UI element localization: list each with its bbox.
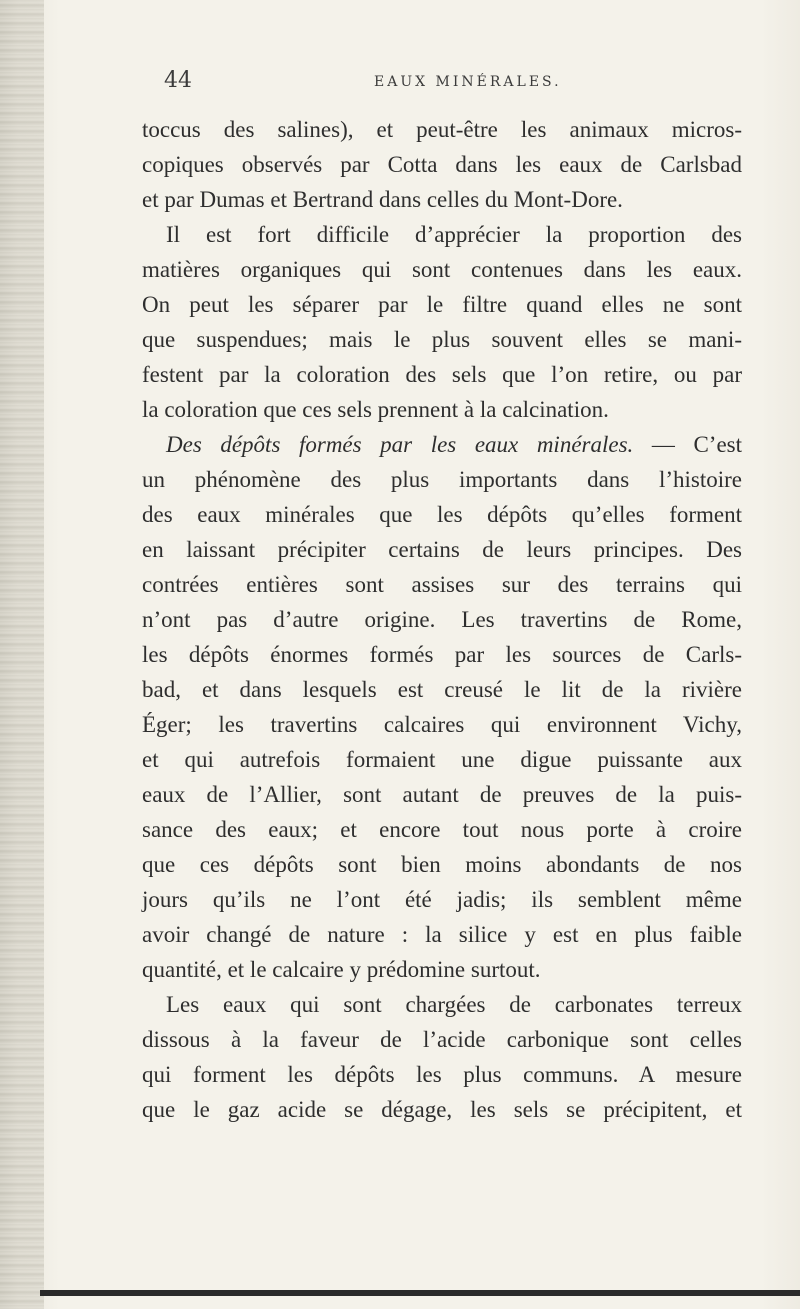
text-line: un phénomène des plus importants dans l’histoire <box>142 467 742 492</box>
text-line: festent par la coloration des sels que l’on retire, ou par <box>142 362 742 387</box>
section-heading-line <box>142 427 742 462</box>
page-number: 44 <box>164 68 192 93</box>
text-line: copiques observés par Cotta dans les eaux de Carlsbad <box>142 152 742 177</box>
section-heading-continuation: — C’est <box>633 432 742 457</box>
text-line: jours qu’ils ne l’ont été jadis; ils semblent même <box>142 887 742 912</box>
text-line: contrées entières sont assises sur des terrains qui <box>142 572 742 597</box>
text-line: bad, et dans lesquels est creusé le lit de la rivière <box>142 677 742 702</box>
text-line: eaux de l’Allier, sont autant de preuves de la puis- <box>142 782 742 807</box>
text-line: et par Dumas et Bertrand dans celles du Mont-Dore. <box>142 187 623 212</box>
text-line: Les eaux qui sont chargées de carbonates terreux <box>166 992 742 1017</box>
text-line: des eaux minérales que les dépôts qu’elles forment <box>142 502 742 527</box>
text-line: toccus des salines), et peut-être les animaux micros- <box>142 117 742 142</box>
text-line: les dépôts énormes formés par les sources de Carls- <box>142 642 742 667</box>
text-line: que suspendues; mais le plus souvent elles se mani- <box>142 327 742 352</box>
page-header <box>164 68 744 98</box>
text-line: en laissant précipiter certains de leurs principes. Des <box>142 537 742 562</box>
text-line: que le gaz acide se dégage, les sels se précipitent, et <box>142 1097 742 1122</box>
text-line: qui forment les dépôts les plus communs. A mesure <box>142 1062 742 1087</box>
section-heading: Des dépôts formés par les eaux minérales. <box>166 432 634 457</box>
text-line: dissous à la faveur de l’acide carbonique sont celles <box>142 1027 742 1052</box>
running-head: EAUX MINÉRALES. <box>374 74 562 90</box>
text-line: que ces dépôts sont bien moins abondants de nos <box>142 852 742 877</box>
text-line: et qui autrefois formaient une digue puissante aux <box>142 747 742 772</box>
body-text <box>142 112 742 1127</box>
text-line: n’ont pas d’autre origine. Les travertins de Rome, <box>142 607 742 632</box>
text-line: Il est fort difficile d’apprécier la proportion des <box>166 222 742 247</box>
text-line: avoir changé de nature : la silice y est en plus faible <box>142 922 742 947</box>
text-line: quantité, et le calcaire y prédomine surtout. <box>142 957 541 982</box>
text-line: matières organiques qui sont contenues dans les eaux. <box>142 257 742 282</box>
book-binding-edge <box>0 0 44 1309</box>
text-line: On peut les séparer par le filtre quand elles ne sont <box>142 292 742 317</box>
page-bottom-edge <box>40 1290 800 1296</box>
text-line: la coloration que ces sels prennent à la calcination. <box>142 397 609 422</box>
text-line: Éger; les travertins calcaires qui environnent Vichy, <box>142 712 742 737</box>
text-line: sance des eaux; et encore tout nous porte à croire <box>142 817 742 842</box>
